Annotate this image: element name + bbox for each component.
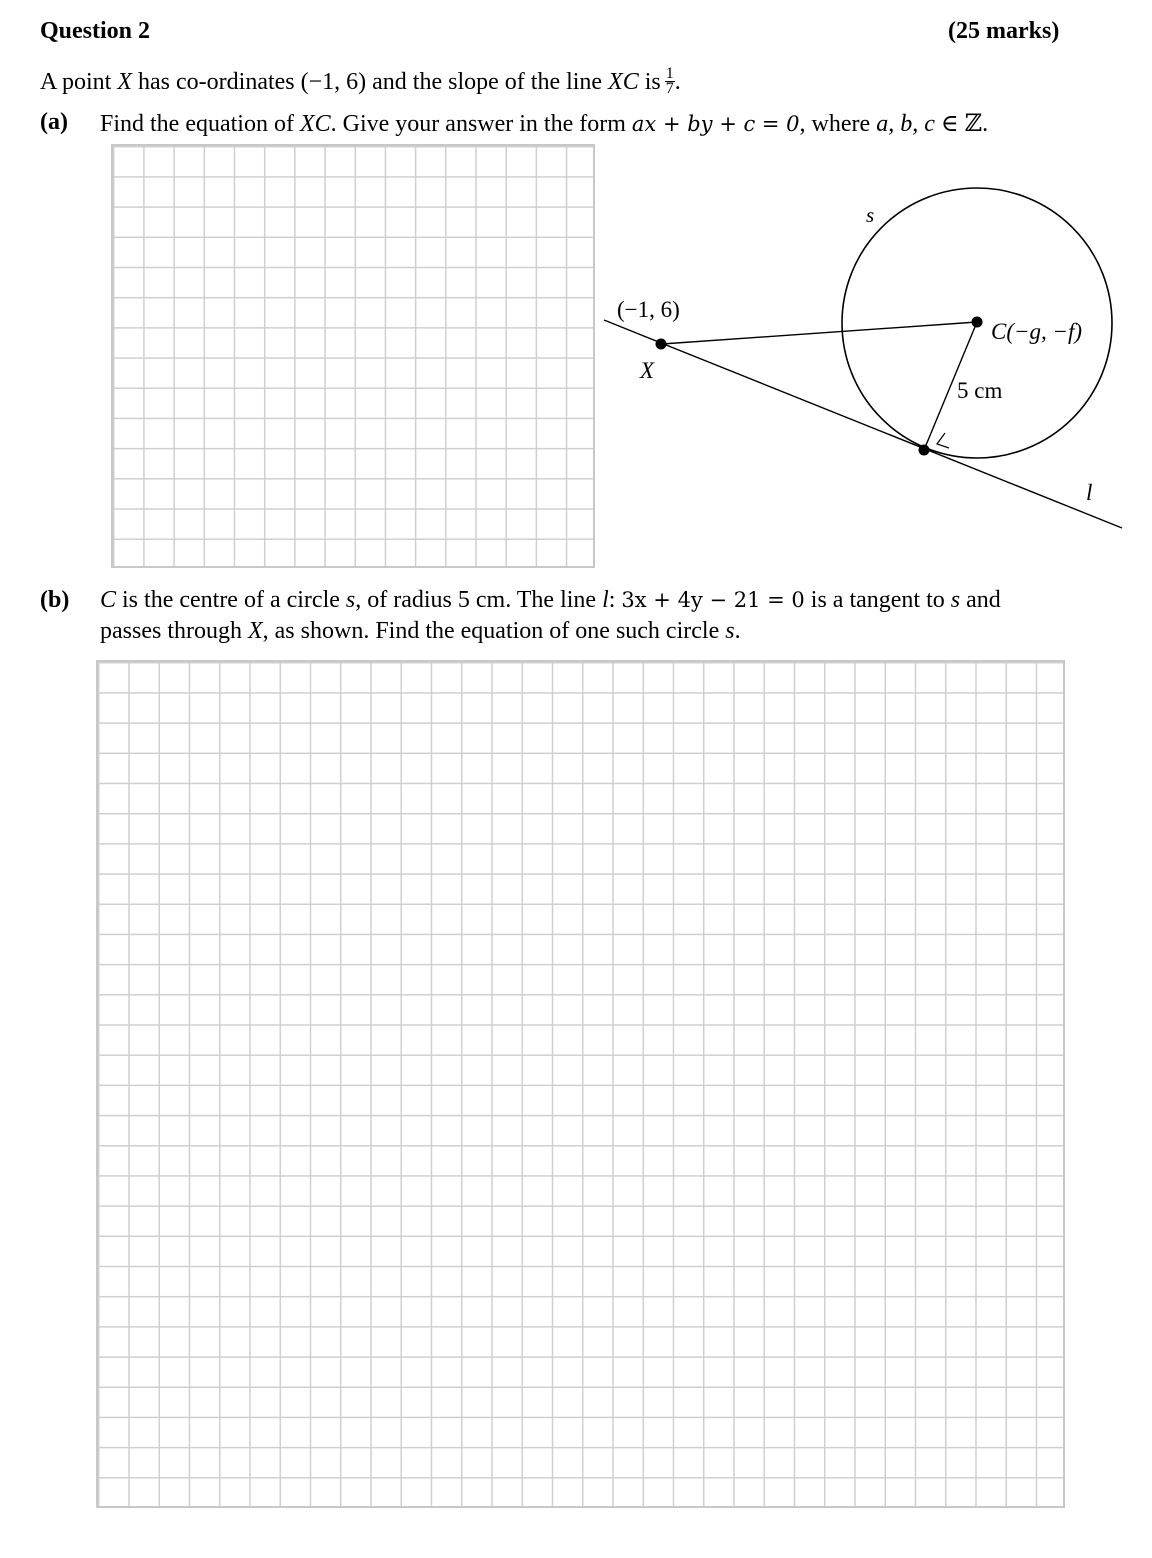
part-a-question: Find the equation of XC. Give your answer in the form ax + by + c = 0, where a, b, c ∈ ℤ. [100,111,989,137]
tangent-point-dot [919,445,930,456]
point-c-dot [972,317,983,328]
point-x-dot [656,339,667,350]
part-a-label: (a) [40,109,68,135]
point-x-label: X [640,358,655,383]
centre-c-label: C(−g, −f) [991,319,1083,344]
line-l-label: l [1086,480,1093,505]
question-marks: (25 marks) [948,18,1060,44]
radius-label: 5 cm [957,378,1003,403]
point-x-coords: (−1, 6) [617,297,680,322]
line-xc [662,322,977,344]
part-b-label: (b) [40,587,70,613]
part-b-question-line2: passes through X, as shown. Find the equation of one such circle s. [100,618,741,644]
slope-fraction: $\frac{1}{7}$ [665,65,674,97]
circle-s-label: s [866,203,875,227]
right-angle-mark [937,433,949,448]
tangent-circle-diagram [0,0,1152,600]
tangent-line-l [604,320,1122,528]
answer-grid-part-b[interactable] [96,660,1065,1508]
question-intro: A point X has co-ordinates (−1, 6) and the slope of the line XC is $\frac{1}{7}$ . [40,65,681,97]
part-b-question-line1: C is the centre of a circle s, of radius 5 cm. The line l: 3x + 4y − 21 = 0 is a tangent to s and [100,587,1001,613]
question-title: Question 2 [40,18,151,44]
